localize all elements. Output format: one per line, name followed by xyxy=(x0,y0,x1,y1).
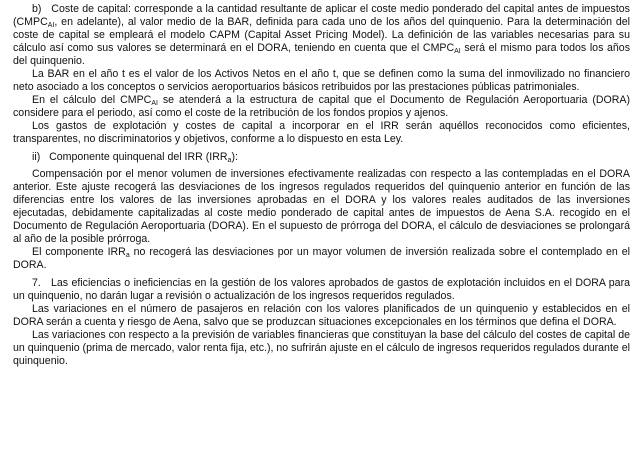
financieras-paragraph: Las variaciones con respecto a la previsión de variables financieras que constituyan la base del cálculo del costes de capital de un quinquenio (prima de mercado, valor renta fija, etc.), no sufrirán ajuste en el cálculo de ingresos requeridos regulados durante el quinquenio. xyxy=(13,329,630,368)
gastos-paragraph: Los gastos de explotación y costes de capital a incorporar en el IRR serán aquéllos reconocidos como eficientes, transparentes, no discriminatorios y objetivos, conforme a lo dispuesto en esta Ley. xyxy=(13,120,630,146)
section-7-label: 7. xyxy=(32,276,41,289)
componente-text-1: El componente IRR xyxy=(32,245,126,258)
section-7-text: Las eficiencias o ineficiencias en la gestión de los valores aprobados de gastos de explotación incluidos en el DORA para un quinquenio, no darán lugar a revisión o actualización de los ingresos requeridos regulados. xyxy=(13,276,630,302)
section-ii-text-2: ): xyxy=(231,150,238,163)
section-ii-heading xyxy=(32,151,630,164)
section-ii-text-1: Componente quinquenal del IRR (IRR xyxy=(49,150,228,163)
cmpc-text-1: En el cálculo del CMPC xyxy=(32,94,152,107)
section-b-text-1: Coste de capital: corresponde a la cantidad resultante de aplicar el coste medio ponderado del capital antes de impuestos (CMPC xyxy=(13,3,630,29)
subscript-ai: AI xyxy=(454,48,461,56)
section-7-paragraph xyxy=(13,277,630,303)
componente-text-2: no recogerá las desviaciones por un mayor volumen de inversión realizada sobre el contemplado en el DORA. xyxy=(13,245,630,271)
subscript-a: a xyxy=(125,251,130,259)
section-ii-label: ii) xyxy=(32,150,41,163)
subscript-a: a xyxy=(227,156,232,164)
subscript-ai: AI xyxy=(47,22,55,30)
compensacion-paragraph: Compensación por el menor volumen de inversiones efectivamente realizadas con respecto a las contempladas en el DORA anterior. Este ajuste recogerá las desviaciones de los ingresos regulados requeridos del quinquenio anterior en función de las diferencias entre los valores de las inversiones aprobadas en el DORA y los valores reales auditados de las inversiones ejecutadas, debidamente capitalizadas al coste medio ponderado de capital antes de impuestos de Aena S.A. recogido en el Documento de Regulación Aeroportuaria (DORA). En el supuesto de prórroga del DORA, el cálculo de desviaciones se prolongará al año de la posible prórroga. xyxy=(13,167,630,245)
cmpc-text-2: se atenderá a la estructura de capital que el Documento de Regulación Aeroportuaria (DORA) considere para el periodo, así como el coste de la retribución de los fondos propios y ajenos. xyxy=(13,94,631,120)
subscript-ai: AI xyxy=(151,100,158,108)
section-b-label: b) xyxy=(32,3,42,15)
pasajeros-paragraph: Las variaciones en el número de pasajeros en relación con los valores planificados de un quinquenio y establecidos en el DORA serán a cuenta y riesgo de Aena, salvo que se produzcan situaciones excepcionales en los términos que defina el DORA. xyxy=(13,303,630,329)
section-b-paragraph xyxy=(13,3,630,68)
componente-paragraph xyxy=(13,246,630,272)
bar-paragraph: La BAR en el año t es el valor de los Activos Netos en el año t, que se definen como la suma del inmovilizado no financiero neto asociado a los conceptos o servicios aeroportuarios básicos retribuidos por las prestaciones públicas patrimoniales. xyxy=(13,68,630,94)
section-b-text-3: será el mismo para todos los años del quinquenio. xyxy=(13,42,630,68)
section-b-text-2: , en adelante), al valor medio de la BAR, definida para cada uno de los años del quinquenio. Para la determinación del coste de capital se empleará el modelo CAPM (Capital Asset Pricing Model). La definición de las variables necesarias para su cálculo así como sus valores se determinará en el DORA, teniendo en cuenta que el CMPC xyxy=(13,16,630,55)
cmpc-paragraph xyxy=(13,94,630,120)
